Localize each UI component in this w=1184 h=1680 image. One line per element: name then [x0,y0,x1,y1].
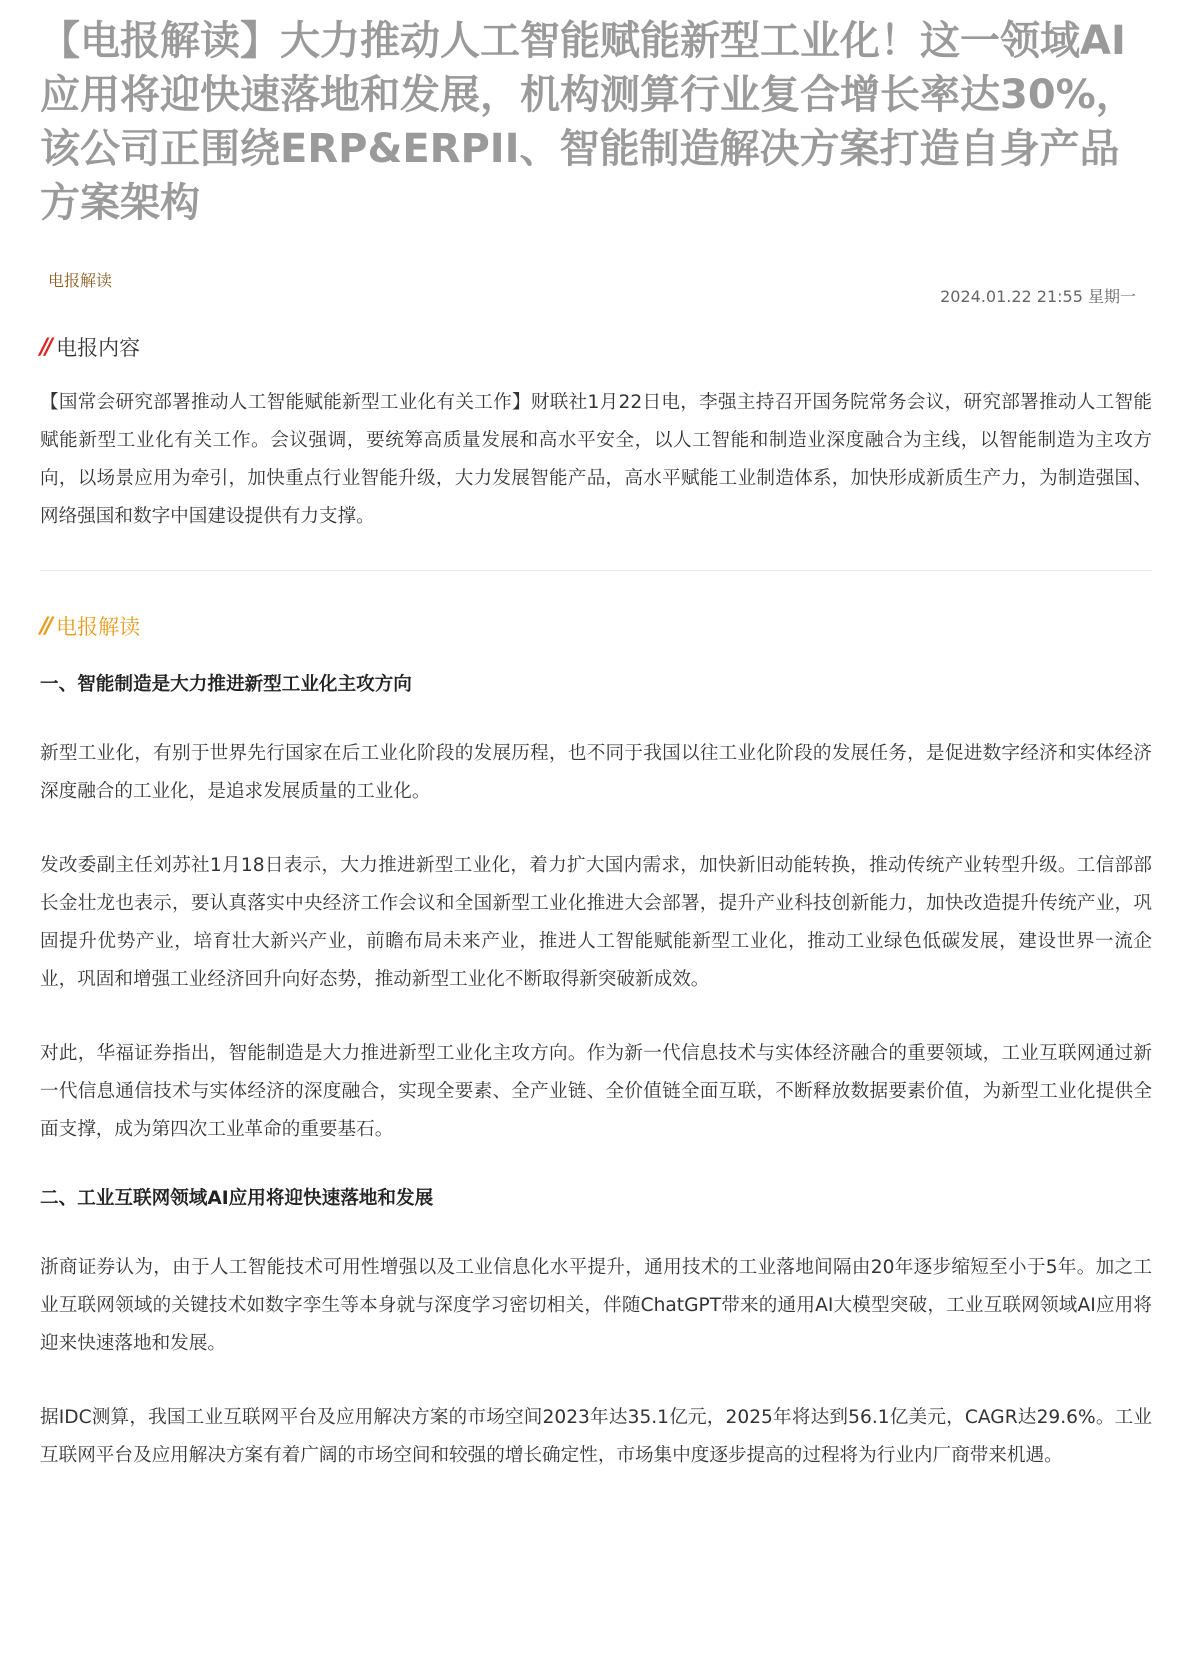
double-slash-icon: // [40,335,51,360]
interpret-section-heading [40,613,1152,641]
content-paragraph: 【国常会研究部署推动人工智能赋能新型工业化有关工作】财联社1月22日电，李强主持召开国务院常务会议，研究部署推动人工智能赋能新型工业化有关工作。会议强调，要统筹高质量发展和高水平安全，以人工智能和制造业深度融合为主线，以智能制造为主攻方向，以场景应用为牵引，加快重点行业智能升级，大力发展智能产品，高水平赋能工业制造体系，加快形成新质生产力，为制造强国、网络强国和数字中国建设提供有力支撑。 [40,392,1152,527]
part1-paragraph: 发改委副主任刘苏社1月18日表示，大力推进新型工业化，着力扩大国内需求，加快新旧动能转换，推动传统产业转型升级。工信部部长金壮龙也表示，要认真落实中央经济工作会议和全国新型工业化推进大会部署，提升产业科技创新能力，加快改造提升传统产业，巩固提升优势产业，培育壮大新兴产业，前瞻布局未来产业，推进人工智能赋能新型工业化，推动工业绿色低碳发展，建设世界一流企业，巩固和增强工业经济回升向好态势，推动新型工业化不断取得新突破新成效。 [40,855,1152,990]
section-divider [40,570,1152,571]
article-datetime: 2024.01.22 21:55 星期一 [940,287,1136,306]
article-meta [40,268,1152,308]
part2-paragraph: 据IDC测算，我国工业互联网平台及应用解决方案的市场空间2023年达35.1亿元，2025年将达到56.1亿美元，CAGR达29.6%。工业互联网平台及应用解决方案有着广阔的市场空间和较强的增长确定性，市场集中度逐步提高的过程将为行业内厂商带来机遇。 [40,1407,1152,1466]
article [40,0,1152,1475]
part2-heading: 二、工业互联网领域AI应用将迎快速落地和发展 [40,1188,434,1209]
part1-paragraph: 新型工业化，有别于世界先行国家在后工业化阶段的发展历程，也不同于我国以往工业化阶段的发展任务，是促进数字经济和实体经济深度融合的工业化，是追求发展质量的工业化。 [40,743,1152,802]
article-title: 【电报解读】大力推动人工智能赋能新型工业化！这一领域AI应用将迎快速落地和发展，机构测算行业复合增长率达30%，该公司正围绕ERP&ERPII、智能制造解决方案打造自身产品方案架构 [40,18,1136,226]
interpret-section-title: 电报解读 [56,615,141,639]
double-slash-icon: // [40,614,51,639]
content-section-heading [40,334,1152,362]
part1-heading: 一、智能制造是大力推进新型工业化主攻方向 [40,674,412,695]
content-section-title: 电报内容 [56,336,141,360]
part2-paragraph: 浙商证券认为，由于人工智能技术可用性增强以及工业信息化水平提升，通用技术的工业落地间隔由20年逐步缩短至小于5年。加之工业互联网领域的关键技术如数字孪生等本身就与深度学习密切相关，伴随ChatGPT带来的通用AI大模型突破，工业互联网领域AI应用将迎来快速落地和发展。 [40,1257,1152,1354]
article-tag[interactable]: 电报解读 [48,271,113,290]
part1-paragraph: 对此，华福证券指出，智能制造是大力推进新型工业化主攻方向。作为新一代信息技术与实体经济融合的重要领域，工业互联网通过新一代信息通信技术与实体经济的深度融合，实现全要素、全产业链、全价值链全面互联，不断释放数据要素价值，为新型工业化提供全面支撑，成为第四次工业革命的重要基石。 [40,1043,1152,1140]
